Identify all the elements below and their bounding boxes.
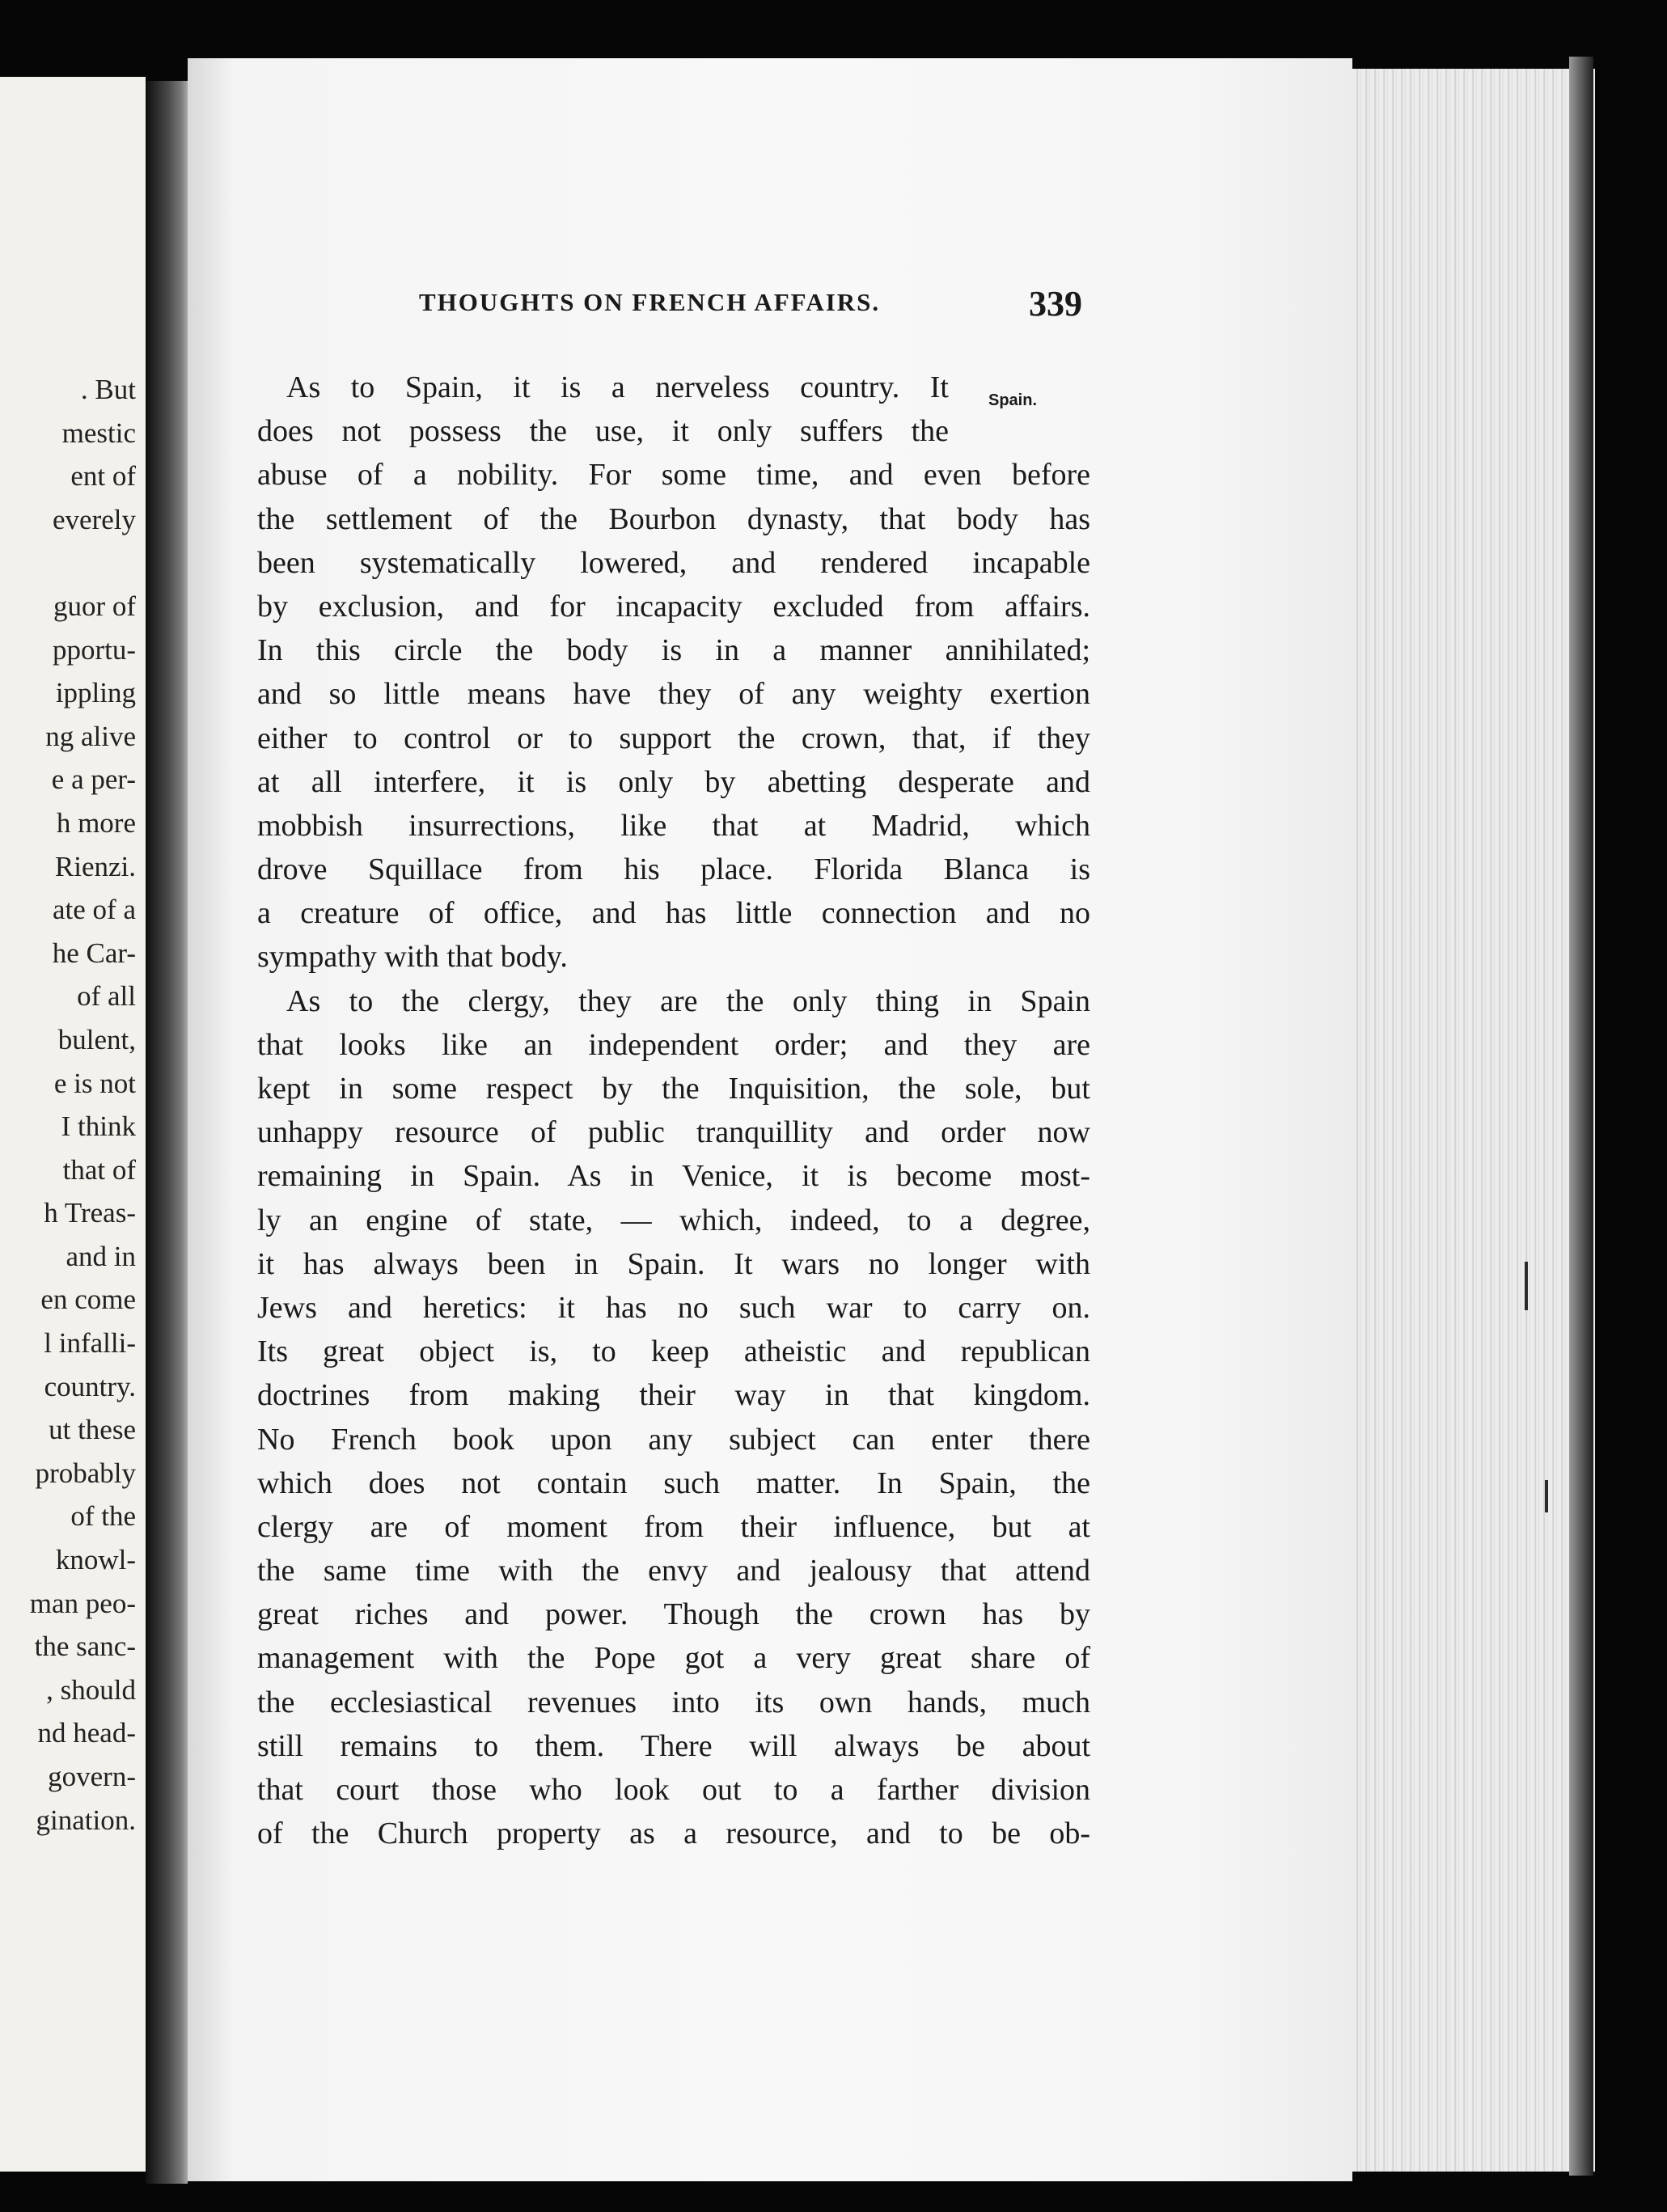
left-page-line: pportu- <box>52 633 136 666</box>
text-line: No French book upon any subject can enter there <box>257 1422 1090 1457</box>
left-page-line: man peo- <box>29 1587 136 1619</box>
left-page-line: Rienzi. <box>54 850 136 882</box>
text-line: clergy are of moment from their influence, but at <box>257 1509 1090 1544</box>
text-line: kept in some respect by the Inquisition, the sole, but <box>257 1072 1090 1106</box>
text-line: it has always been in Spain. It wars no longer with <box>257 1246 1090 1281</box>
text-line: the settlement of the Bourbon dynasty, that body has <box>257 501 1090 536</box>
running-head: THOUGHTS ON FRENCH AFFAIRS. <box>419 288 881 316</box>
left-page-line: ng alive <box>45 720 136 752</box>
left-page-line: of all <box>77 980 136 1013</box>
left-page-line: everely <box>53 503 136 535</box>
page-number: 339 <box>1029 284 1082 324</box>
text-line: remaining in Spain. As in Venice, it is become most- <box>257 1159 1090 1194</box>
text-line: and so little means have they of any weighty exertion <box>257 677 1090 712</box>
left-page-line: ippling <box>55 677 136 709</box>
left-page-line: and in <box>66 1240 136 1272</box>
left-page-line: e is not <box>53 1067 136 1099</box>
left-page-line: govern- <box>48 1761 136 1792</box>
left-page-line: , should <box>46 1673 136 1706</box>
left-page-line: country. <box>44 1370 136 1402</box>
edge-mark <box>1545 1480 1548 1512</box>
left-page-line: gination. <box>36 1804 136 1836</box>
left-page-line: guor of <box>53 590 136 622</box>
left-page-line: . But <box>80 374 136 405</box>
text-line: been systematically lowered, and rendered incapable <box>257 545 1090 580</box>
text-line: Its great object is, to keep atheistic and republican <box>257 1334 1090 1369</box>
text-line: sympathy with that body. <box>257 940 568 975</box>
page-edge-stack <box>1352 69 1595 2172</box>
text-line: the ecclesiastical revenues into its own hands, much <box>257 1685 1090 1719</box>
left-page-line: nd head- <box>37 1717 136 1749</box>
left-page-line <box>0 541 136 585</box>
page-header <box>419 283 1090 332</box>
book-gutter <box>146 81 188 2184</box>
left-page-line: that of <box>62 1153 136 1186</box>
text-line: unhappy resource of public tranquillity and order now <box>257 1115 1090 1150</box>
text-line: doctrines from making their way in that kingdom. <box>257 1378 1090 1413</box>
text-line: drove Squillace from his place. Florida Blanca is <box>257 852 1090 887</box>
text-line: In this circle the body is in a manner annihilated; <box>257 633 1090 668</box>
left-page-line: h Treas- <box>44 1197 136 1229</box>
text-line: which does not contain such matter. In Spain, the <box>257 1466 1090 1500</box>
left-page-line: I think <box>61 1110 136 1143</box>
left-page-line: probably <box>35 1457 136 1489</box>
text-line: ly an engine of state, — which, indeed, to a degree, <box>257 1203 1090 1237</box>
left-page-line: ate of a <box>53 894 136 926</box>
left-page-line: l infalli- <box>44 1327 136 1360</box>
edge-mark <box>1525 1262 1528 1310</box>
text-line: that looks like an independent order; and they are <box>257 1027 1090 1062</box>
text-line: that court those who look out to a farther division <box>257 1773 1090 1807</box>
left-page-line: of the <box>70 1500 136 1533</box>
left-page-line: ut these <box>49 1414 136 1446</box>
text-line: the same time with the envy and jealousy that attend <box>257 1554 1090 1588</box>
left-page-line: the sanc- <box>34 1630 136 1663</box>
marginal-note: Spain. <box>988 391 1038 409</box>
text-line: As to Spain, it is a nerveless country. It <box>286 370 949 404</box>
body-text <box>257 366 1090 1855</box>
text-line: still remains to them. There will always be about <box>257 1728 1090 1763</box>
text-line: Jews and heretics: it has no such war to carry on. <box>257 1290 1090 1325</box>
text-line: does not possess the use, it only suffers the <box>257 414 949 449</box>
left-facing-page <box>0 77 146 2172</box>
text-line: by exclusion, and for incapacity excluded from affairs. <box>257 589 1090 624</box>
text-line: at all interfere, it is only by abetting desperate and <box>257 764 1090 799</box>
left-page-line: bulent, <box>57 1023 136 1055</box>
text-line: abuse of a nobility. For some time, and even before <box>257 458 1090 493</box>
text-line: a creature of office, and has little connection and no <box>257 896 1090 931</box>
text-line: management with the Pope got a very great share of <box>257 1641 1090 1676</box>
left-page-line: knowl- <box>55 1544 136 1576</box>
text-line: great riches and power. Though the crown has by <box>257 1597 1090 1632</box>
left-page-line: he Car- <box>52 937 136 969</box>
text-line: either to control or to support the crown, that, if they <box>257 721 1090 755</box>
text-line: mobbish insurrections, like that at Madrid, which <box>257 808 1090 843</box>
left-page-line: mestic <box>61 417 136 449</box>
text-line: of the Church property as a resource, and to be ob- <box>257 1817 1090 1851</box>
left-page-text <box>0 368 136 1842</box>
book-edge-shadow <box>1569 57 1593 2176</box>
left-page-line: ent of <box>70 460 136 493</box>
left-page-line: e a per- <box>51 763 136 796</box>
text-line: As to the clergy, they are the only thing in Spain <box>286 983 1090 1018</box>
left-page-line: en come <box>40 1284 136 1316</box>
left-page-line: h more <box>56 806 136 839</box>
